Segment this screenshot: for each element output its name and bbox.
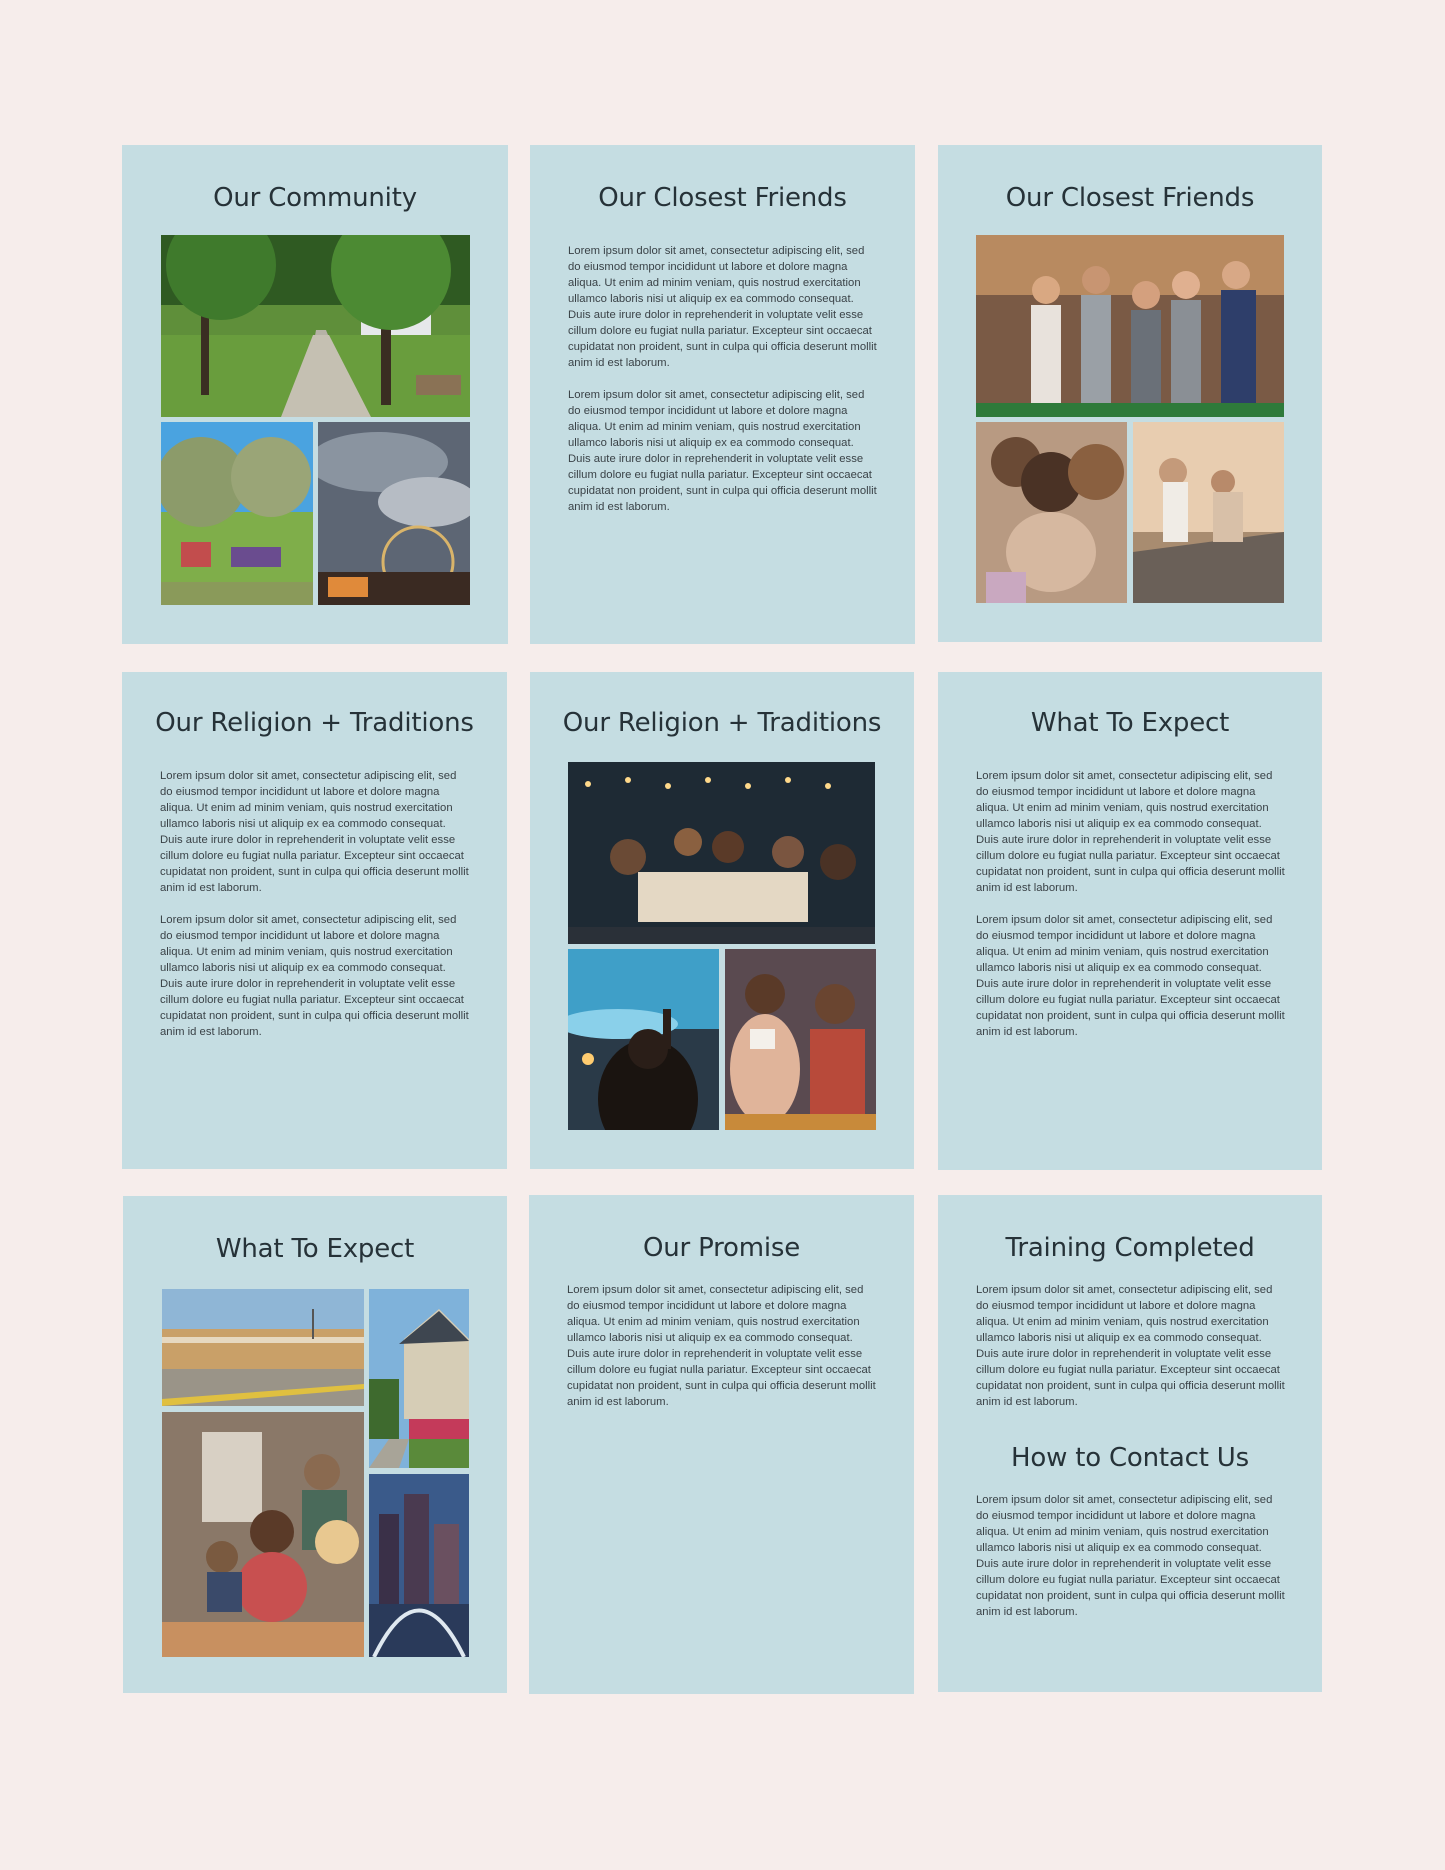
carnival-photo <box>318 422 470 605</box>
family-meal-photo <box>162 1412 364 1657</box>
body-paragraph: Lorem ipsum dolor sit amet, consectetur adipiscing elit, sed do eiusmod tempor incididunt ut labore et dolore magna aliqua. Ut enim ad minim veniam, quis nostrud exercitation ullamco laboris nisi ut aliquip ex ea commodo consequat. Duis aute irure dolor in reprehenderit in voluptate velit esse cillum dolore eu fugiat nulla pariatur. Excepteur sint occaecat cupidatat non proident, sunt in culpa qui officia deserunt mollit anim id est laborum. <box>568 245 877 369</box>
page-religion-traditions-text <box>122 672 507 1169</box>
page-title: What To Expect <box>1030 708 1230 738</box>
page-training-contact <box>938 1195 1322 1692</box>
body-paragraph: Lorem ipsum dolor sit amet, consectetur adipiscing elit, sed do eiusmod tempor incididunt ut labore et dolore magna aliqua. Ut enim ad minim veniam, quis nostrud exercitation ullamco laboris nisi ut aliquip ex ea commodo consequat. Duis aute irure dolor in reprehenderit in voluptate velit esse cillum dolore eu fugiat nulla pariatur. Excepteur sint occaecat cupidatat non proident, sunt in culpa qui officia deserunt mollit anim id est laborum. <box>567 1284 876 1408</box>
page-title: Our Community <box>213 183 417 213</box>
body-paragraph: Lorem ipsum dolor sit amet, consectetur adipiscing elit, sed do eiusmod tempor incididunt ut labore et dolore magna aliqua. Ut enim ad minim veniam, quis nostrud exercitation ullamco laboris nisi ut aliquip ex ea commodo consequat. Duis aute irure dolor in reprehenderit in voluptate velit esse cillum dolore eu fugiat nulla pariatur. Excepteur sint occaecat cupidatat non proident, sunt in culpa qui officia deserunt mollit anim id est laborum. <box>976 914 1285 1038</box>
street-houses-photo <box>369 1289 469 1468</box>
page-title: Our Religion + Traditions <box>562 708 882 738</box>
city-bridge-photo <box>369 1474 469 1657</box>
body-paragraph: Lorem ipsum dolor sit amet, consectetur adipiscing elit, sed do eiusmod tempor incididunt ut labore et dolore magna aliqua. Ut enim ad minim veniam, quis nostrud exercitation ullamco laboris nisi ut aliquip ex ea commodo consequat. Duis aute irure dolor in reprehenderit in voluptate velit esse cillum dolore eu fugiat nulla pariatur. Excepteur sint occaecat cupidatat non proident, sunt in culpa qui officia deserunt mollit anim id est laborum. <box>160 770 469 894</box>
school-photo <box>162 1289 364 1406</box>
dinner-lights-photo <box>568 762 875 944</box>
body-paragraph: Lorem ipsum dolor sit amet, consectetur adipiscing elit, sed do eiusmod tempor incididunt ut labore et dolore magna aliqua. Ut enim ad minim veniam, quis nostrud exercitation ullamco laboris nisi ut aliquip ex ea commodo consequat. Duis aute irure dolor in reprehenderit in voluptate velit esse cillum dolore eu fugiat nulla pariatur. Excepteur sint occaecat cupidatat non proident, sunt in culpa qui officia deserunt mollit anim id est laborum. <box>976 1284 1285 1408</box>
page-our-closest-friends-text <box>530 145 915 644</box>
page-title: Our Closest Friends <box>598 183 847 213</box>
page-what-to-expect-photos <box>123 1196 507 1693</box>
page-our-closest-friends-photos <box>938 145 1322 642</box>
park-path-photo <box>161 235 470 417</box>
page-title: Our Religion + Traditions <box>155 708 474 738</box>
page-title: Our Promise <box>642 1233 801 1263</box>
page-title: What To Expect <box>215 1234 415 1264</box>
page-title: Training Completed <box>1005 1233 1255 1263</box>
playground-photo <box>161 422 313 605</box>
body-paragraph: Lorem ipsum dolor sit amet, consectetur adipiscing elit, sed do eiusmod tempor incididunt ut labore et dolore magna aliqua. Ut enim ad minim veniam, quis nostrud exercitation ullamco laboris nisi ut aliquip ex ea commodo consequat. Duis aute irure dolor in reprehenderit in voluptate velit esse cillum dolore eu fugiat nulla pariatur. Excepteur sint occaecat cupidatat non proident, sunt in culpa qui officia deserunt mollit anim id est laborum. <box>976 1494 1285 1618</box>
concert-photo <box>568 949 719 1130</box>
section-title-contact: How to Contact Us <box>1011 1443 1249 1473</box>
friends-selfie-photo <box>976 422 1127 603</box>
page-title: Our Closest Friends <box>1005 183 1255 213</box>
page-our-promise <box>529 1195 914 1694</box>
page-religion-traditions-photos <box>530 672 914 1169</box>
friends-boat-photo <box>1133 422 1284 603</box>
friends-party-photo <box>976 235 1284 417</box>
page-our-community <box>122 145 508 644</box>
page-what-to-expect-text <box>938 672 1322 1170</box>
body-paragraph: Lorem ipsum dolor sit amet, consectetur adipiscing elit, sed do eiusmod tempor incididunt ut labore et dolore magna aliqua. Ut enim ad minim veniam, quis nostrud exercitation ullamco laboris nisi ut aliquip ex ea commodo consequat. Duis aute irure dolor in reprehenderit in voluptate velit esse cillum dolore eu fugiat nulla pariatur. Excepteur sint occaecat cupidatat non proident, sunt in culpa qui officia deserunt mollit anim id est laborum. <box>160 914 469 1038</box>
body-paragraph: Lorem ipsum dolor sit amet, consectetur adipiscing elit, sed do eiusmod tempor incididunt ut labore et dolore magna aliqua. Ut enim ad minim veniam, quis nostrud exercitation ullamco laboris nisi ut aliquip ex ea commodo consequat. Duis aute irure dolor in reprehenderit in voluptate velit esse cillum dolore eu fugiat nulla pariatur. Excepteur sint occaecat cupidatat non proident, sunt in culpa qui officia deserunt mollit anim id est laborum. <box>976 770 1285 894</box>
card-game-photo <box>725 949 876 1130</box>
body-paragraph: Lorem ipsum dolor sit amet, consectetur adipiscing elit, sed do eiusmod tempor incididunt ut labore et dolore magna aliqua. Ut enim ad minim veniam, quis nostrud exercitation ullamco laboris nisi ut aliquip ex ea commodo consequat. Duis aute irure dolor in reprehenderit in voluptate velit esse cillum dolore eu fugiat nulla pariatur. Excepteur sint occaecat cupidatat non proident, sunt in culpa qui officia deserunt mollit anim id est laborum. <box>568 389 877 513</box>
